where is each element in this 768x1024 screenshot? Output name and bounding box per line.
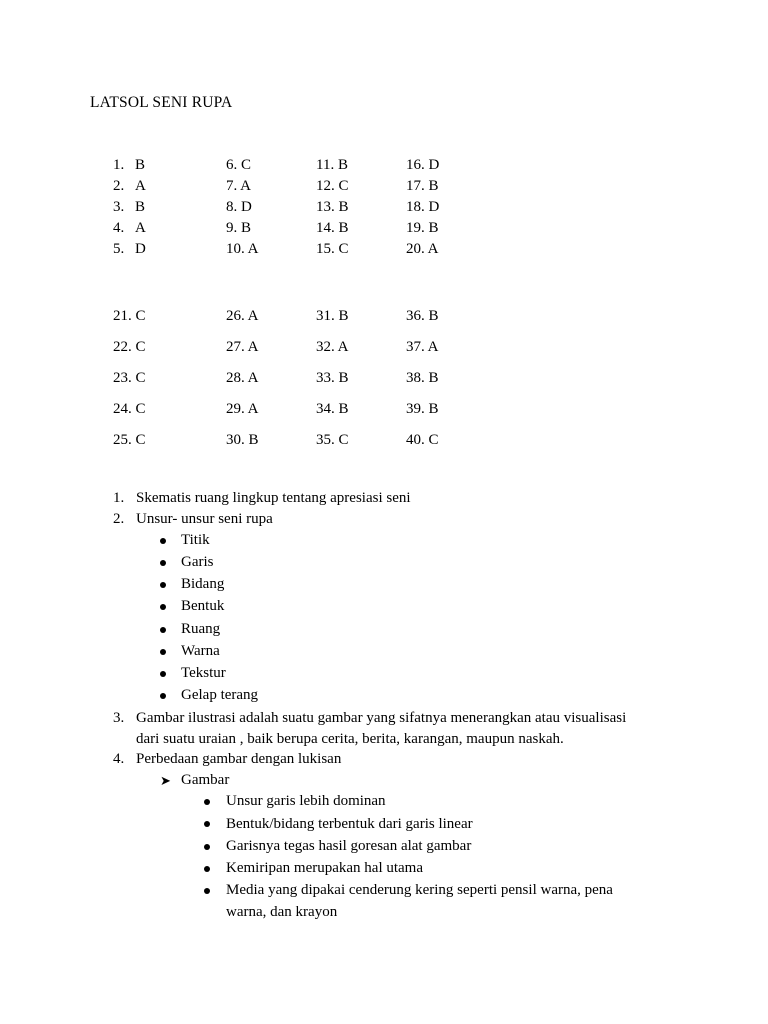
answer-item: 34. B [316, 401, 349, 417]
bullet-icon [160, 560, 166, 566]
answer-item: 21. C [113, 308, 146, 324]
list-item: Bidang [181, 576, 225, 592]
bullet-icon [204, 866, 210, 872]
answer-item: 13. B [316, 199, 349, 215]
answer-item: 17. B [406, 178, 439, 194]
bullet-icon [204, 799, 210, 805]
answer-item: 30. B [226, 432, 259, 448]
answer-item: 18. D [406, 199, 440, 215]
answer-item: 2. A [113, 178, 146, 194]
answer-column-1 [113, 155, 146, 260]
bullet-icon [160, 671, 166, 677]
answer-item: 39. B [406, 401, 439, 417]
bullet-icon [160, 693, 166, 699]
list-number: 1. [113, 490, 125, 506]
answer-item: 19. B [406, 220, 439, 236]
bullet-icon [160, 627, 166, 633]
answer-column-2 [226, 155, 259, 260]
answer-item: 12. C [316, 178, 349, 194]
answer-item: 37. A [406, 339, 439, 355]
list-item: Bentuk/bidang terbentuk dari garis linear [226, 816, 473, 832]
list-item: Warna [181, 643, 220, 659]
list-item: Titik [181, 532, 210, 548]
answer-item: 6. C [226, 157, 252, 173]
answer-item: 28. A [226, 370, 259, 386]
answer-column-5 [113, 301, 146, 456]
list-item: Gelap terang [181, 687, 259, 703]
answer-item: 8. D [226, 199, 252, 215]
list-item: Ruang [181, 621, 221, 637]
answer-item: 40. C [406, 432, 439, 448]
list-item: Media yang dipakai cenderung kering seperti pensil warna, pena [226, 882, 613, 898]
list-item: Garisnya tegas hasil goresan alat gambar [226, 838, 472, 854]
list-item: Bentuk [181, 598, 225, 614]
answer-item: 15. C [316, 241, 349, 257]
answer-item: 36. B [406, 308, 439, 324]
list-item: Garis [181, 554, 214, 570]
list-number: 2. [113, 511, 125, 527]
answer-item: 5. D [113, 241, 146, 257]
answer-item: 27. A [226, 339, 259, 355]
bullet-icon [204, 821, 210, 827]
essay-item-3-line1: Gambar ilustrasi adalah suatu gambar yang sifatnya menerangkan atau visualisasi [136, 710, 627, 726]
answer-item: 4. A [113, 220, 146, 236]
arrow-bullet-icon: ➤ [160, 773, 171, 788]
answer-item: 1. B [113, 157, 146, 173]
answer-column-6 [226, 301, 259, 456]
answer-item: 26. A [226, 308, 259, 324]
bullet-icon [160, 649, 166, 655]
answer-column-8 [406, 301, 439, 456]
sub-heading: Gambar [181, 772, 230, 788]
answer-item: 38. B [406, 370, 439, 386]
answer-column-7 [316, 301, 349, 456]
bullet-icon [160, 582, 166, 588]
answer-item: 10. A [226, 241, 259, 257]
essay-item-3-line2: dari suatu uraian , baik berupa cerita, berita, karangan, maupun naskah. [136, 731, 564, 747]
document-title: LATSOL SENI RUPA [90, 94, 233, 111]
bullet-icon [204, 844, 210, 850]
list-item-continuation: warna, dan krayon [226, 904, 338, 920]
answer-column-3 [316, 155, 349, 260]
answer-item: 14. B [316, 220, 349, 236]
answer-item: 33. B [316, 370, 349, 386]
answer-item: 7. A [226, 178, 252, 194]
essay-item-1: Skematis ruang lingkup tentang apresiasi seni [136, 490, 411, 506]
answer-item: 20. A [406, 241, 439, 257]
answer-item: 31. B [316, 308, 349, 324]
answer-item: 23. C [113, 370, 146, 386]
answer-item: 32. A [316, 339, 349, 355]
essay-item-4: Perbedaan gambar dengan lukisan [136, 751, 342, 767]
essay-item-2: Unsur- unsur seni rupa [136, 511, 273, 527]
list-item: Tekstur [181, 665, 226, 681]
bullet-icon [160, 538, 166, 544]
bullet-icon [160, 604, 166, 610]
answer-item: 25. C [113, 432, 146, 448]
answer-item: 9. B [226, 220, 252, 236]
answer-item: 29. A [226, 401, 259, 417]
answer-item: 22. C [113, 339, 146, 355]
bullet-icon [204, 888, 210, 894]
list-number: 3. [113, 710, 125, 726]
answer-item: 24. C [113, 401, 146, 417]
answer-item: 11. B [316, 157, 348, 173]
list-item: Unsur garis lebih dominan [226, 793, 386, 809]
answer-item: 3. B [113, 199, 146, 215]
list-item: Kemiripan merupakan hal utama [226, 860, 424, 876]
answer-item: 35. C [316, 432, 349, 448]
answer-column-4 [406, 155, 439, 260]
answer-item: 16. D [406, 157, 440, 173]
list-number: 4. [113, 751, 125, 767]
